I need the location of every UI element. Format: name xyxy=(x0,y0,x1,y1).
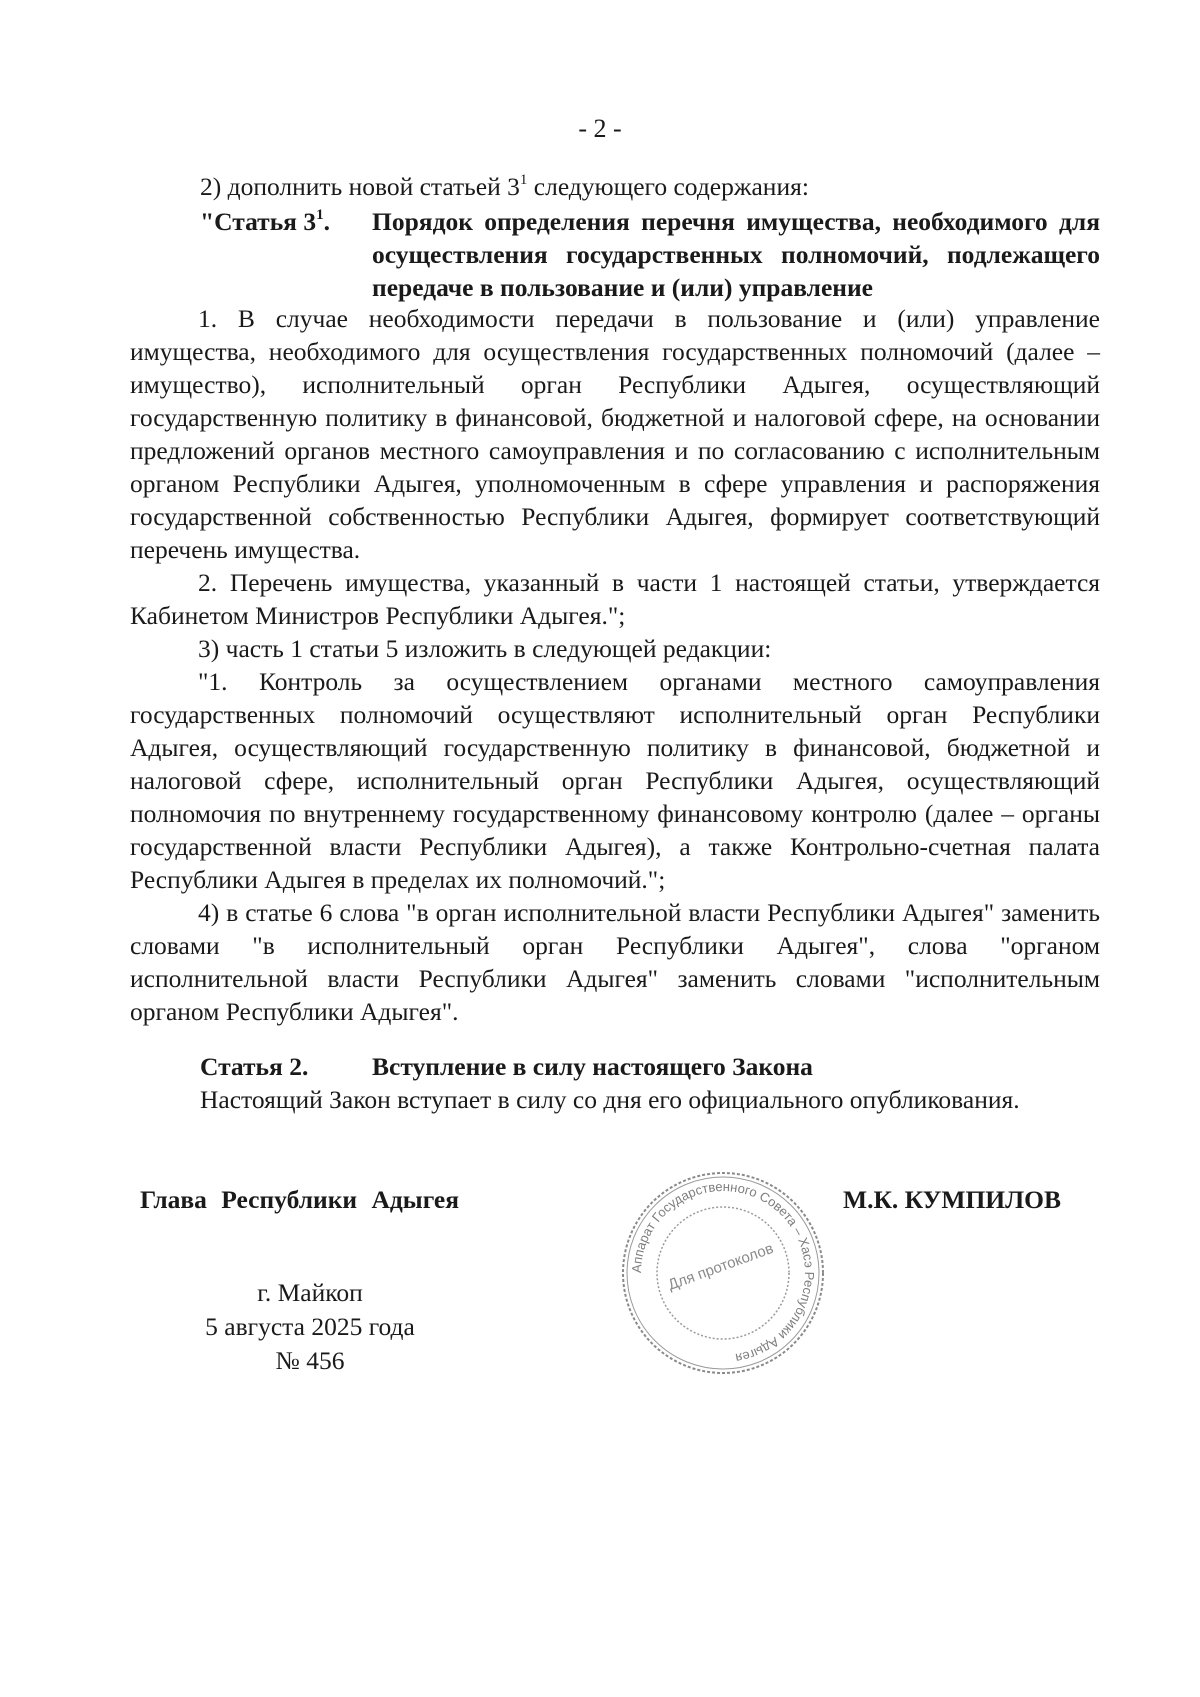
intro-sup: 1 xyxy=(519,171,528,188)
body-text xyxy=(130,302,1100,1028)
city: г. Майкоп xyxy=(257,1278,363,1307)
paragraph-4: "1. Контроль за осуществлением органами местного самоуправления государственных полномочий осуществляют исполнительный орган Республики Адыгея, осуществляющий государственную политику в финансовой, бюджетной и налоговой сфере, исполнительный орган Республики Адыгея, осуществляющий полномочия по внутреннему государственному финансовому контролю (далее – органы государственной власти Республики Адыгея), а также Контрольно-счетная палата Республики Адыгея в пределах их полномочий."; xyxy=(130,667,1100,894)
article-3-1-title: Порядок определения перечня имущества, необходимого для осуществления государственных полномочий, подлежащего передаче в пользование и (или) управление xyxy=(372,207,1100,302)
date: 5 августа 2025 года xyxy=(205,1312,415,1341)
signatory-position: Глава Республики Адыгея xyxy=(140,1185,460,1214)
document-number: № 456 xyxy=(275,1346,345,1375)
article-2-label: Статья 2. xyxy=(200,1052,309,1081)
paragraph-1: 1. В случае необходимости передачи в пользование и (или) управление имущества, необходимого для осуществления государственных полномочий (далее – имущество), исполнительный орган Республики Адыгея, осуществляющий государственную политику в финансовой, бюджетной и налоговой сфере, на основании предложений органов местного самоуправления и по согласованию с исполнительным органом Республики Адыгея, уполномоченным в сфере управления и распоряжения государственной собственностью Республики Адыгея, формирует соответствующий перечень имущества. xyxy=(130,304,1100,564)
intro-line xyxy=(130,170,1100,203)
paragraph-3: 3) часть 1 статьи 5 изложить в следующей редакции: xyxy=(198,634,772,663)
official-seal xyxy=(613,1163,833,1383)
article-2-title: Вступление в силу настоящего Закона xyxy=(372,1052,813,1081)
paragraph-2: 2. Перечень имущества, указанный в части 1 настоящей статьи, утверждается Кабинетом Министров Республики Адыгея."; xyxy=(130,568,1100,630)
intro-text-before: 2) дополнить новой статьей 3 xyxy=(200,172,520,201)
seal-center-text: Для протоколов xyxy=(665,1239,776,1294)
paragraph-5: 4) в статье 6 слова "в орган исполнительной власти Республики Адыгея" заменить словами "в исполнительный орган Республики Адыгея", слова "органом исполнительной власти Республики Адыгея" заменить словами "исполнительным органом Республики Адыгея". xyxy=(130,898,1100,1026)
intro-text-after: следующего содержания: xyxy=(527,172,809,201)
seal-outer-text: Аппарат Государственного Совета – Хасэ Республики Адыгея xyxy=(628,1178,818,1367)
article-3-1-label: "Статья $3^1$. xyxy=(200,206,330,236)
article-2-body xyxy=(130,1083,1100,1116)
page-number: - 2 - xyxy=(578,114,622,143)
signatory-name: М.К. КУМПИЛОВ xyxy=(843,1185,1061,1214)
article-3-1-heading xyxy=(200,205,1100,304)
article-2-text: Настоящий Закон вступает в силу со дня его официального опубликования. xyxy=(200,1085,1020,1114)
article-2-heading xyxy=(200,1050,1100,1083)
place-date-block xyxy=(180,1276,440,1378)
